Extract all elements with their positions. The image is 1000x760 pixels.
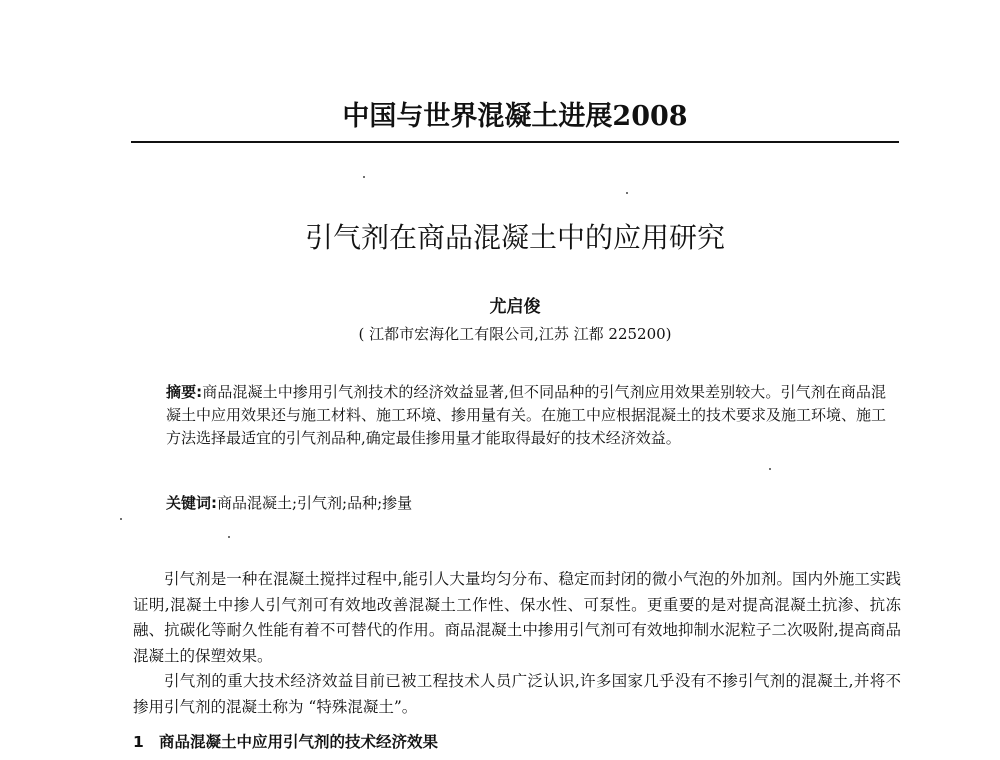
body-paragraph-1: 引气剂是一种在混凝土搅拌过程中,能引人大量均匀分布、稳定而封闭的微小气泡的外加剂。国内外施工实践证明,混凝土中掺人引气剂可有效地改善混凝土工作性、保水性、可泵性。更重要的是对提高混凝土抗渗、抗冻融、抗碳化等耐久性能有着不可替代的作用。商品混凝土中掺用引气剂可有效地抑制水泥粒子二次吸附,提高商品混凝土的保塑效果。 [133,570,901,665]
author-name: 尤启俊 [489,297,541,317]
abstract-label: 摘要: [166,383,203,401]
keywords-text: 商品混凝土;引气剂;品种;掺量 [217,494,413,512]
scan-speck [228,536,230,538]
abstract [166,381,886,450]
section-title: 商品混凝土中应用引气剂的技术经济效果 [159,733,439,751]
header-rule [131,141,899,143]
keywords-label: 关键词: [166,494,217,512]
section-heading-1 [133,731,901,753]
scan-speck [120,518,122,520]
keywords [166,492,886,514]
body-text [133,567,901,720]
paper-title: 引气剂在商品混凝土中的应用研究 [304,221,725,254]
scan-speck [363,176,365,178]
abstract-text: 商品混凝土中掺用引气剂技术的经济效益显著,但不同品种的引气剂应用效果差别较大。引气剂在商品混凝土中应用效果还与施工材料、施工环境、掺用量有关。在施工中应根据混凝土的技术要求及施工环境、施工方法选择最适宜的引气剂品种,确定最佳掺用量才能取得最好的技术经济效益。 [166,383,887,447]
scan-speck [626,192,628,194]
section-number: 1 [133,733,144,751]
scan-speck [769,468,771,470]
running-header: 中国与世界混凝土进展2008 [342,101,688,132]
author-affiliation: ( 江都市宏海化工有限公司,江苏 江都 225200) [358,325,672,343]
body-paragraph-2: 引气剂的重大技术经济效益目前已被工程技术人员广泛认识,许多国家几乎没有不掺引气剂的混凝土,并将不掺用引气剂的混凝土称为 “特殊混凝土”。 [133,672,901,716]
